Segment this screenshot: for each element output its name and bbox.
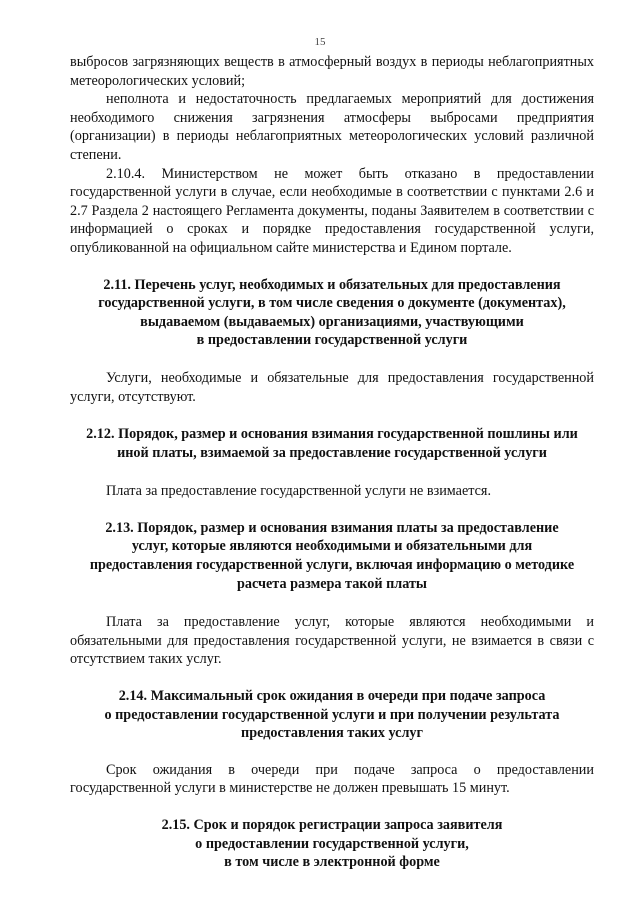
heading-line: о предоставлении государственной услуги, bbox=[195, 835, 469, 852]
section-text-2-14: Срок ожидания в очереди при подаче запроса о предоставлении государственной услуги в министерстве не должен превышать 15 минут. bbox=[70, 761, 594, 797]
paragraph-insufficient-measures: неполнота и недостаточность предлагаемых мероприятий для достижения необходимого снижения загрязнения атмосферы выбросами предприятия (организации) в периоды неблагоприятных метеорологических условий различной степени. bbox=[70, 91, 594, 163]
section-heading-2-14 bbox=[70, 687, 594, 743]
heading-line: предоставления таких услуг bbox=[241, 725, 423, 742]
heading-line: 2.14. Максимальный срок ожидания в очереди при подаче запроса bbox=[118, 688, 546, 705]
section-text-2-13: Плата за предоставление услуг, которые являются необходимыми и обязательными для предоставления государственной услуги, не взимается в связи с отсутствием таких услуг. bbox=[70, 614, 594, 668]
section-text-2-11: Услуги, необходимые и обязательные для предоставления государственной услуги, отсутствуют. bbox=[70, 369, 594, 405]
section-text-2-12: Плата за предоставление государственной услуги не взимается. bbox=[106, 483, 492, 500]
section-heading-2-12 bbox=[70, 425, 594, 462]
heading-line: 2.13. Порядок, размер и основания взимания платы за предоставление bbox=[105, 519, 559, 536]
heading-line: выдаваемом (выдаваемых) организациями, участвующими bbox=[140, 313, 524, 330]
heading-line: услуг, которые являются необходимыми и обязательными для bbox=[131, 538, 533, 555]
heading-line: в предоставлении государственной услуги bbox=[196, 332, 468, 349]
paragraph-continuation: выбросов загрязняющих веществ в атмосферный воздух в периоды неблагоприятных метеорологических условий; bbox=[70, 54, 594, 89]
heading-line: иной платы, взимаемой за предоставление государственной услуги bbox=[117, 444, 547, 461]
heading-line: предоставления государственной услуги, включая информацию о методике bbox=[89, 557, 575, 574]
heading-line: государственной услуги, в том числе сведения о документе (документах), bbox=[98, 295, 566, 312]
section-heading-2-15 bbox=[70, 816, 594, 872]
heading-line: 2.11. Перечень услуг, необходимых и обязательных для предоставления bbox=[103, 276, 561, 293]
page-number: 15 bbox=[314, 36, 326, 48]
document-body bbox=[70, 53, 594, 872]
section-heading-2-13 bbox=[70, 519, 594, 593]
heading-line: о предоставлении государственной услуги и при получении результата bbox=[104, 706, 560, 723]
heading-line: в том числе в электронной форме bbox=[224, 854, 440, 871]
heading-line: 2.15. Срок и порядок регистрации запроса заявителя bbox=[161, 817, 503, 833]
section-heading-2-11 bbox=[70, 276, 594, 350]
paragraph-2-10-4: 2.10.4. Министерством не может быть отказано в предоставлении государственной услуги в случае, если необходимые в соответствии с пунктами 2.6 и 2.7 Раздела 2 настоящего Регламента документы, поданы Заявителем в соответствии с информацией о сроках и порядке предоставления государственной услуги, опубликованной на официальном сайте министерства и Едином портале. bbox=[70, 165, 594, 256]
heading-line: 2.12. Порядок, размер и основания взимания государственной пошлины или bbox=[86, 426, 578, 443]
heading-line: расчета размера такой платы bbox=[237, 575, 427, 592]
